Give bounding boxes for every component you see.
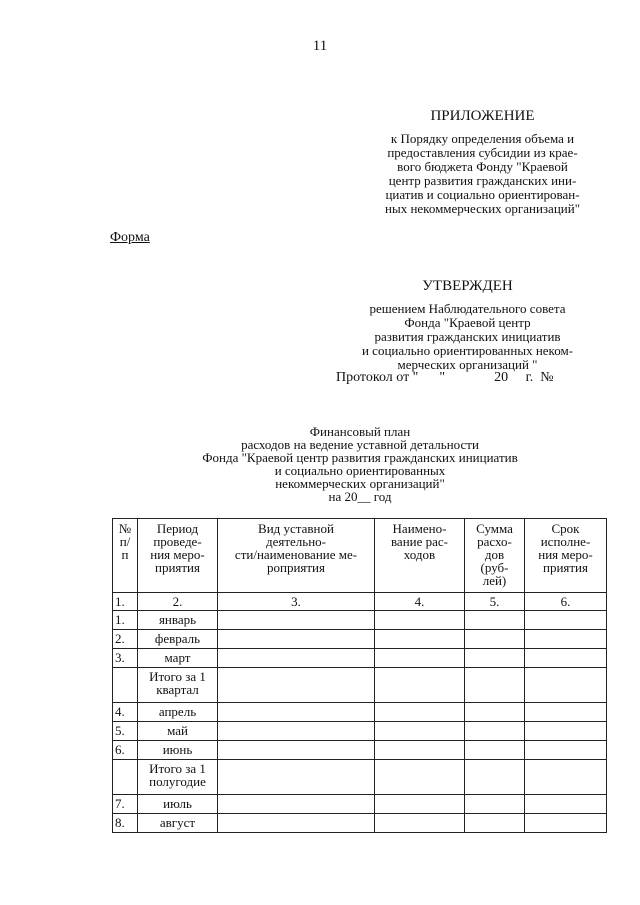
- appendix-line: вого бюджета Фонду "Краевой: [397, 159, 568, 174]
- empty-cell: [375, 741, 465, 760]
- column-header-line: ния меро-: [150, 547, 205, 562]
- approval-heading: УТВЕРЖДЕН: [422, 278, 513, 294]
- period-line: Итого за 1: [149, 761, 206, 776]
- column-header: [218, 519, 375, 593]
- empty-cell: [525, 741, 607, 760]
- plan-title-line: на 20__ год: [328, 489, 392, 504]
- approval-line: решением Наблюдательного совета: [369, 301, 566, 316]
- period-line: квартал: [156, 682, 199, 697]
- empty-cell: [465, 722, 525, 741]
- empty-cell: [218, 741, 375, 760]
- plan-title: [120, 425, 600, 503]
- column-index-row: [113, 593, 607, 611]
- period-cell: [138, 722, 218, 741]
- column-header-line: ходов: [403, 547, 436, 562]
- appendix-line: предоставления субсидии из крае-: [387, 145, 578, 160]
- table-row: [113, 630, 607, 649]
- empty-cell: [525, 722, 607, 741]
- empty-cell: [525, 814, 607, 833]
- empty-cell: [375, 814, 465, 833]
- row-number: [113, 668, 138, 703]
- column-header: [113, 519, 138, 593]
- empty-cell: [218, 611, 375, 630]
- appendix-heading: ПРИЛОЖЕНИЕ: [430, 108, 535, 124]
- table-row: [113, 649, 607, 668]
- plan-title-line: некоммерческих организаций": [275, 476, 445, 491]
- empty-cell: [218, 722, 375, 741]
- appendix-line: ных некоммерческих организаций": [385, 201, 580, 216]
- row-number: 6.: [113, 741, 138, 760]
- period-line: Итого за 1: [149, 669, 206, 684]
- protocol-line: Протокол от " " 20 г. №: [336, 370, 554, 385]
- period-line: июнь: [162, 742, 193, 757]
- column-header-line: роприятия: [266, 560, 325, 575]
- column-header-line: дов: [484, 547, 505, 562]
- period-cell: [138, 630, 218, 649]
- plan-title-line: и социально ориентированных: [274, 463, 446, 478]
- table-row: [113, 703, 607, 722]
- table-row: [113, 722, 607, 741]
- row-number: 5.: [113, 722, 138, 741]
- column-index: 1.: [113, 593, 138, 611]
- period-cell: [138, 703, 218, 722]
- period-line: январь: [158, 612, 197, 627]
- period-cell: [138, 760, 218, 795]
- appendix-line: циатив и социально ориентирован-: [385, 187, 580, 202]
- empty-cell: [465, 668, 525, 703]
- empty-cell: [218, 630, 375, 649]
- column-header: [465, 519, 525, 593]
- column-header-line: сти/наименование ме-: [234, 547, 358, 562]
- approval-line: мерческих организаций ": [397, 357, 538, 372]
- empty-cell: [465, 611, 525, 630]
- column-header-line: лей): [482, 573, 507, 588]
- empty-cell: [375, 722, 465, 741]
- column-header-line: исполне-: [540, 534, 591, 549]
- header-row: [113, 519, 607, 593]
- column-index: 3.: [218, 593, 375, 611]
- column-header-line: расхо-: [477, 534, 512, 549]
- row-number: 7.: [113, 795, 138, 814]
- appendix-line: центр развития гражданских ини-: [388, 173, 577, 188]
- period-cell: [138, 668, 218, 703]
- plan-title-line: расходов на ведение уставной детальности: [241, 437, 479, 452]
- empty-cell: [465, 630, 525, 649]
- column-header-line: Наимено-: [392, 521, 447, 536]
- column-header-line: (руб-: [480, 560, 509, 575]
- period-cell: [138, 795, 218, 814]
- empty-cell: [525, 795, 607, 814]
- empty-cell: [375, 630, 465, 649]
- table-row: [113, 741, 607, 760]
- column-header-line: Период: [156, 521, 199, 536]
- column-header: [375, 519, 465, 593]
- period-line: март: [164, 650, 191, 665]
- plan-title-line: Финансовый план: [309, 424, 411, 439]
- approval-block: [330, 278, 605, 372]
- column-header-line: деятельно-: [265, 534, 327, 549]
- empty-cell: [218, 814, 375, 833]
- column-index: 6.: [525, 593, 607, 611]
- period-line: август: [159, 815, 196, 830]
- approval-line: и социально ориентированных неком-: [361, 343, 574, 358]
- approval-line: Фонда "Краевой центр: [404, 315, 531, 330]
- empty-cell: [465, 649, 525, 668]
- period-line: июль: [163, 796, 192, 811]
- subtotal-row: [113, 668, 607, 703]
- column-header-line: приятия: [154, 560, 200, 575]
- empty-cell: [218, 649, 375, 668]
- column-header-line: вание рас-: [390, 534, 449, 549]
- row-number: 4.: [113, 703, 138, 722]
- empty-cell: [375, 611, 465, 630]
- period-cell: [138, 611, 218, 630]
- empty-cell: [375, 649, 465, 668]
- appendix-block: [350, 108, 615, 216]
- appendix-line: к Порядку определения объема и: [390, 131, 575, 146]
- empty-cell: [375, 760, 465, 795]
- row-number: 3.: [113, 649, 138, 668]
- column-header-line: проведе-: [153, 534, 202, 549]
- empty-cell: [525, 630, 607, 649]
- empty-cell: [465, 741, 525, 760]
- period-cell: [138, 649, 218, 668]
- empty-cell: [375, 703, 465, 722]
- row-number: 1.: [113, 611, 138, 630]
- empty-cell: [375, 668, 465, 703]
- approval-line: развития гражданских инициатив: [374, 329, 561, 344]
- row-number: 8.: [113, 814, 138, 833]
- column-header-line: Сумма: [476, 521, 513, 536]
- row-number: [113, 760, 138, 795]
- column-header-line: п/: [119, 534, 131, 549]
- table-row: [113, 611, 607, 630]
- empty-cell: [525, 649, 607, 668]
- period-line: полугодие: [149, 774, 206, 789]
- empty-cell: [218, 760, 375, 795]
- row-number: 2.: [113, 630, 138, 649]
- empty-cell: [525, 668, 607, 703]
- page-number: 11: [312, 38, 328, 54]
- column-header-line: приятия: [542, 560, 588, 575]
- period-cell: [138, 814, 218, 833]
- empty-cell: [218, 703, 375, 722]
- table-row: [113, 814, 607, 833]
- column-header: [525, 519, 607, 593]
- column-header-line: Вид уставной: [258, 521, 334, 536]
- column-header-line: №: [118, 521, 132, 536]
- column-index: 5.: [465, 593, 525, 611]
- plan-title-line: Фонда "Краевой центр развития гражданских инициатив: [202, 450, 518, 465]
- form-label: Форма: [110, 230, 150, 245]
- empty-cell: [218, 795, 375, 814]
- period-line: апрель: [158, 704, 197, 719]
- subtotal-row: [113, 760, 607, 795]
- empty-cell: [218, 668, 375, 703]
- column-header-line: п: [121, 547, 129, 562]
- period-cell: [138, 741, 218, 760]
- period-line: май: [167, 723, 188, 738]
- period-line: февраль: [154, 631, 201, 646]
- column-index: 4.: [375, 593, 465, 611]
- empty-cell: [375, 795, 465, 814]
- empty-cell: [525, 703, 607, 722]
- empty-cell: [525, 611, 607, 630]
- empty-cell: [465, 814, 525, 833]
- table-row: [113, 795, 607, 814]
- financial-plan-table: [112, 518, 607, 833]
- empty-cell: [525, 760, 607, 795]
- column-index: 2.: [138, 593, 218, 611]
- empty-cell: [465, 703, 525, 722]
- column-header-line: ния меро-: [538, 547, 593, 562]
- column-header: [138, 519, 218, 593]
- empty-cell: [465, 795, 525, 814]
- empty-cell: [465, 760, 525, 795]
- column-header-line: Срок: [551, 521, 580, 536]
